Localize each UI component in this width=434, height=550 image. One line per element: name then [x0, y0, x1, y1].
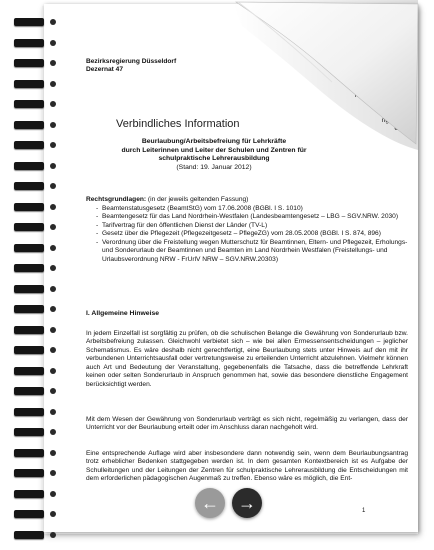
binding-ring [14, 264, 44, 272]
legal-label: Rechtsgrundlagen: [86, 196, 147, 203]
binding-ring [14, 121, 44, 129]
binding-hole [50, 450, 56, 456]
binding-hole [50, 204, 56, 210]
binding-hole [50, 142, 56, 148]
legal-basis [86, 196, 408, 264]
department-name: Dezernat 47 [86, 66, 124, 74]
binding-ring [14, 305, 44, 313]
authority-header [86, 58, 176, 75]
binding-hole [50, 511, 56, 517]
binding-ring [14, 244, 44, 252]
arrow-left-icon: ← [201, 492, 219, 513]
binding-ring [14, 80, 44, 88]
binding-hole [50, 429, 56, 435]
binding-hole [50, 532, 56, 538]
binding-ring [14, 346, 44, 354]
binding-hole [50, 409, 56, 415]
paragraph: In jedem Einzelfall ist sorgfältig zu prüfen, ob die schulischen Belange die Gewährung von Sonderurlaub bzw. Arbeitsbefreiung zulassen. Gleichwohl verbietet sich – wie bei allen Ermessensentscheidungen – jeglicher Schematismus. Es wäre deshalb nicht gerechtfertigt, eine Beurlaubung stets unter Hinweis auf den mit ihr verbundenen Unterrichtsausfall oder vertretungsweise zu erteilenden Unterricht abzulehnen. Vielmehr können auch Art und Bedeutung der Veranstaltung, gegebenenfalls die Tatsache, dass die betreffende Lehrkraft keinen oder selten Sonderurlaub in Anspruch genommen hat, sowie das besondere dienstliche Engagement berücksichtigt werden. [86, 330, 408, 388]
binding-hole [50, 347, 56, 353]
binding-hole [50, 60, 56, 66]
binding-hole [50, 224, 56, 230]
binding-ring [14, 203, 44, 211]
binding-ring [14, 367, 44, 375]
binding-hole [50, 163, 56, 169]
legal-list [86, 205, 408, 265]
subtitle-line: schulpraktische Lehrerausbildung [158, 155, 270, 163]
authority-name: Bezirksregierung Düsseldorf [86, 58, 177, 65]
binding-ring [14, 223, 44, 231]
page-curl[interactable] [232, 0, 434, 160]
binding-ring [14, 387, 44, 395]
binding-hole [50, 265, 56, 271]
binding-hole [50, 19, 56, 25]
binding-hole [50, 81, 56, 87]
paragraph: Mit dem Wesen der Gewährung von Sonderurlaub verträgt es sich nicht, regelmäßig zu verlangen, dass der Unterricht vor der Beurlaubung erteilt oder im Anschluss daran nachgeholt wird. [86, 416, 408, 432]
binding-ring [14, 490, 44, 498]
legal-item: - Gesetz über die Pflegezeit (Pflegezeitgesetz – PflegeZG) vom 28.05.2008 (BGBl. I S. 874, 896) [96, 230, 408, 239]
binding-ring [14, 182, 44, 190]
binding-ring [14, 141, 44, 149]
subtitle-line: Beurlaubung/Arbeitsbefreiung für Lehrkräfte [141, 138, 287, 145]
binding-hole [50, 470, 56, 476]
document-date: (Stand: 19. Januar 2012) [176, 164, 252, 171]
legal-item: - Beamtengesetz für das Land Nordrhein-Westfalen (Landesbeamtengesetz – LBG – SGV.NRW. 2030) [96, 213, 408, 222]
paragraph: Eine entsprechende Auflage wird aber insbesondere dann notwendig sein, wenn dem Beurlaubungsantrag trotz erheblicher Bedenken stattgegeben werden ist. In dem gesamten Kontextbereich ist es Aufgabe der Schulleitungen und der Leitungen der Zentren für schulpraktische Lehrerausbildung die Entscheidungen mit dem erforderlichen pädagogischen Augenmaß zu treffen. Ebenso wäre es möglich, die Ent- [86, 450, 408, 483]
binding-hole [50, 286, 56, 292]
binding-ring [14, 18, 44, 26]
legal-intro: (in der jeweils geltenden Fassung) [146, 196, 249, 203]
binding-ring [14, 59, 44, 67]
page-number: 1 [362, 508, 366, 514]
binding-ring [14, 469, 44, 477]
binding-ring [14, 285, 44, 293]
binding-hole [50, 101, 56, 107]
binding-ring [14, 510, 44, 518]
binding-ring [14, 531, 44, 539]
binding-ring [14, 408, 44, 416]
binding-hole [50, 491, 56, 497]
legal-item: - Tarifvertrag für den öffentlichen Dienst der Länder (TV-L) [96, 222, 408, 231]
document-title: Verbindliches Information [116, 118, 240, 130]
binding-ring [14, 449, 44, 457]
binding-hole [50, 388, 56, 394]
arrow-right-icon: → [238, 492, 256, 513]
binding-hole [50, 368, 56, 374]
binding-ring [14, 326, 44, 334]
binding-hole [50, 327, 56, 333]
section-heading: I. Allgemeine Hinweise [86, 310, 160, 317]
binding-ring [14, 39, 44, 47]
spiral-binding [0, 0, 60, 550]
binding-ring [14, 100, 44, 108]
binding-hole [50, 183, 56, 189]
legal-item: - Verordnung über die Freistellung wegen Mutterschutz für Beamtinnen, Eltern- und Pflegezeit, Erholungs- und Sonderurlaub der Beamtinnen und Beamten im Land Nordrhein Westfalen (Freistellungs- und Urlaubsverordnung NRW - FrUrlV NRW – SGV.NRW.20303) [96, 239, 408, 265]
previous-page-button[interactable] [195, 488, 225, 518]
binding-ring [14, 162, 44, 170]
binding-ring [14, 428, 44, 436]
binding-hole [50, 122, 56, 128]
legal-item: - Beamtenstatusgesetz (BeamtStG) vom 17.06.2008 (BGBl. I S. 1010) [96, 205, 408, 214]
subtitle-line: durch Leiterinnen und Leiter der Schulen und Zentren für [121, 146, 307, 154]
legal-heading [86, 196, 408, 205]
binding-hole [50, 306, 56, 312]
binding-hole [50, 40, 56, 46]
binding-hole [50, 245, 56, 251]
next-page-button[interactable] [232, 488, 262, 518]
